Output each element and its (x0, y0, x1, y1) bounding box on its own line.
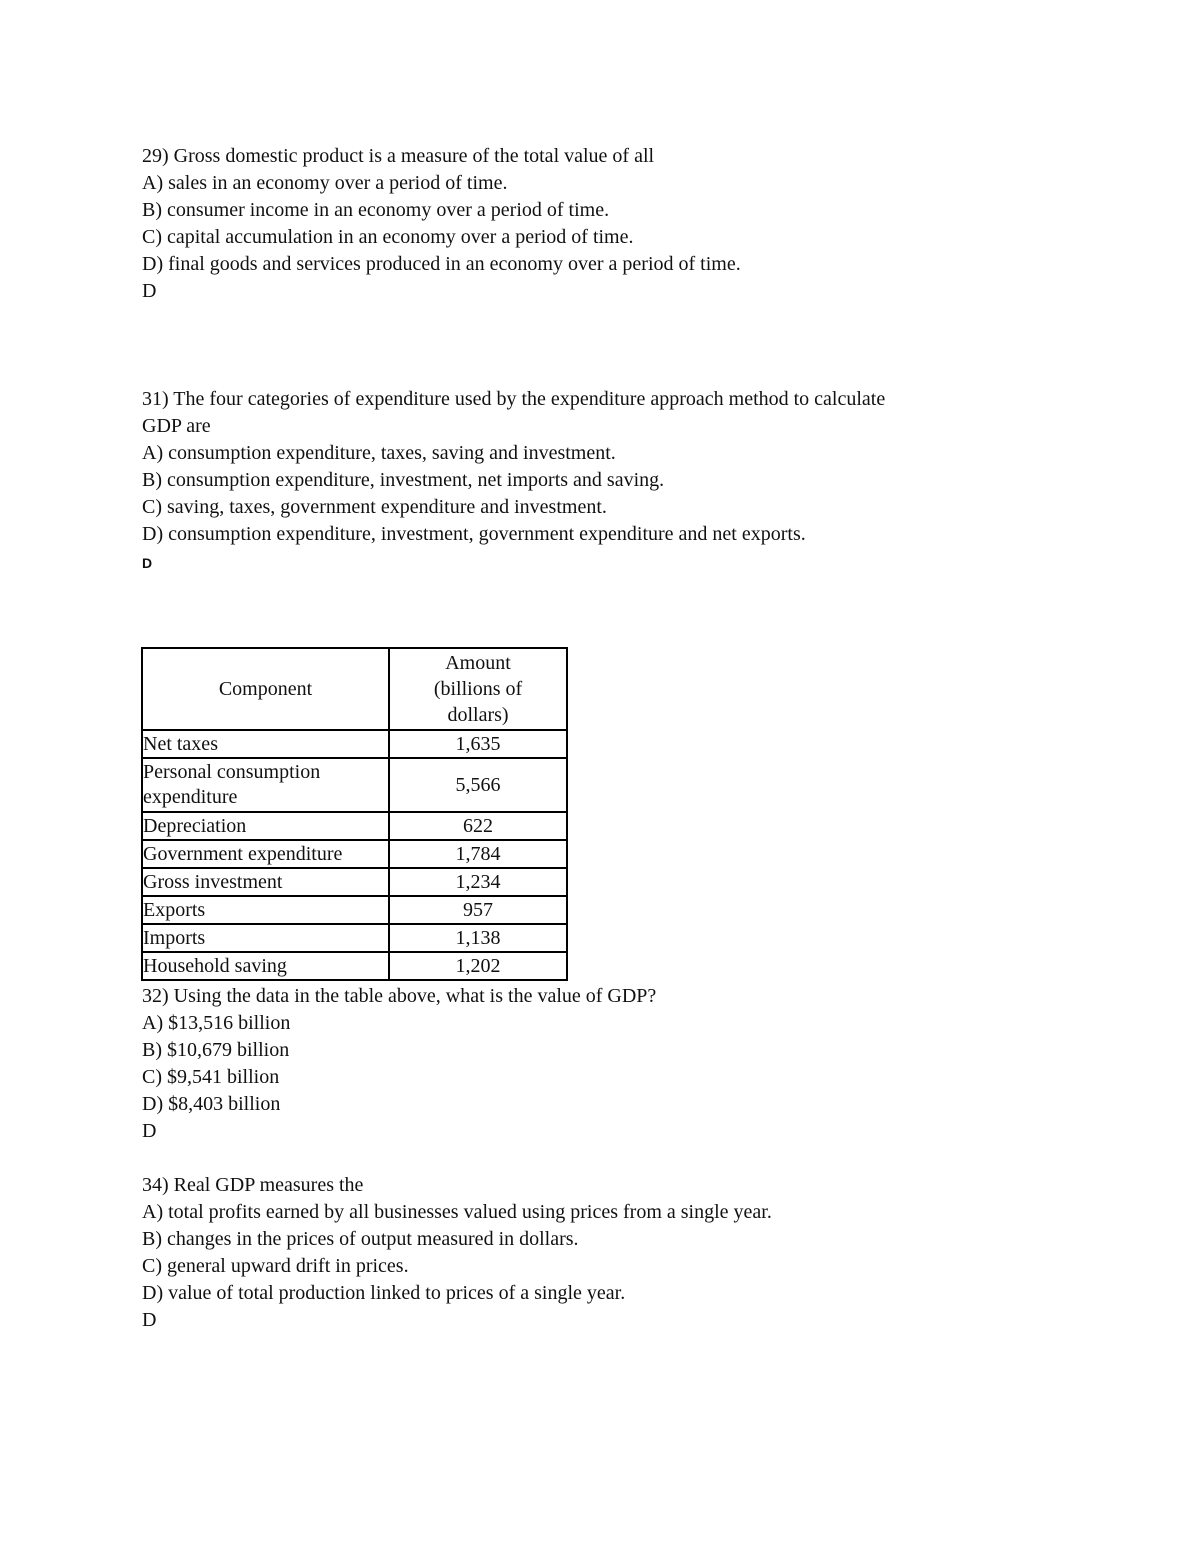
row-amount: 1,635 (389, 730, 567, 758)
table-row (142, 952, 567, 980)
table-row (142, 896, 567, 924)
row-amount: 957 (389, 896, 567, 924)
question-29-option-c: C) capital accumulation in an economy over a period of time. (142, 226, 634, 248)
column-header-component: Component (142, 648, 389, 730)
question-31-answer: D (142, 555, 153, 571)
column-header-amount: Amount (billions of dollars) (389, 648, 567, 730)
question-31-option-c: C) saving, taxes, government expenditure and investment. (142, 496, 607, 518)
table-row (142, 758, 567, 812)
question-32-option-a: A) $13,516 billion (142, 1012, 291, 1034)
table-row (142, 868, 567, 896)
row-amount: 1,202 (389, 952, 567, 980)
table-header-row (142, 648, 567, 730)
question-31-option-b: B) consumption expenditure, investment, net imports and saving. (142, 469, 665, 491)
question-29-answer: D (142, 280, 157, 302)
question-34-option-d: D) value of total production linked to prices of a single year. (142, 1282, 626, 1304)
table-row (142, 924, 567, 952)
row-component-name: Personal consumption expenditure (142, 758, 389, 812)
question-32-option-c: C) $9,541 billion (142, 1066, 280, 1088)
row-component-name: Imports (142, 924, 389, 952)
question-34-stem: 34) Real GDP measures the (142, 1174, 364, 1196)
row-amount: 1,234 (389, 868, 567, 896)
question-29-option-a: A) sales in an economy over a period of time. (142, 172, 508, 194)
row-component-name: Depreciation (142, 812, 389, 840)
table-row (142, 812, 567, 840)
question-32-answer: D (142, 1120, 157, 1142)
question-32-stem: 32) Using the data in the table above, what is the value of GDP? (142, 985, 657, 1007)
question-34-option-a: A) total profits earned by all businesses valued using prices from a single year. (142, 1201, 772, 1223)
question-31-stem-line-2: GDP are (142, 415, 211, 437)
question-29-option-d: D) final goods and services produced in an economy over a period of time. (142, 253, 741, 275)
row-component-name: Net taxes (142, 730, 389, 758)
question-34-answer: D (142, 1309, 157, 1331)
row-component-name: Gross investment (142, 868, 389, 896)
row-amount: 622 (389, 812, 567, 840)
row-component-name: Government expenditure (142, 840, 389, 868)
question-34-option-c: C) general upward drift in prices. (142, 1255, 409, 1277)
table-row (142, 730, 567, 758)
question-31-option-d: D) consumption expenditure, investment, government expenditure and net exports. (142, 523, 806, 545)
row-amount: 1,138 (389, 924, 567, 952)
table-row (142, 840, 567, 868)
question-32-option-b: B) $10,679 billion (142, 1039, 290, 1061)
row-amount: 5,566 (389, 758, 567, 812)
row-amount: 1,784 (389, 840, 567, 868)
question-34-option-b: B) changes in the prices of output measured in dollars. (142, 1228, 579, 1250)
question-31-option-a: A) consumption expenditure, taxes, saving and investment. (142, 442, 616, 464)
row-component-name: Household saving (142, 952, 389, 980)
question-31-stem-line-1: 31) The four categories of expenditure used by the expenditure approach method to calculate (142, 388, 886, 410)
gdp-components-table (141, 647, 568, 981)
row-component-name: Exports (142, 896, 389, 924)
question-29-option-b: B) consumer income in an economy over a period of time. (142, 199, 610, 221)
question-29-stem: 29) Gross domestic product is a measure of the total value of all (142, 145, 655, 167)
question-32-option-d: D) $8,403 billion (142, 1093, 281, 1115)
